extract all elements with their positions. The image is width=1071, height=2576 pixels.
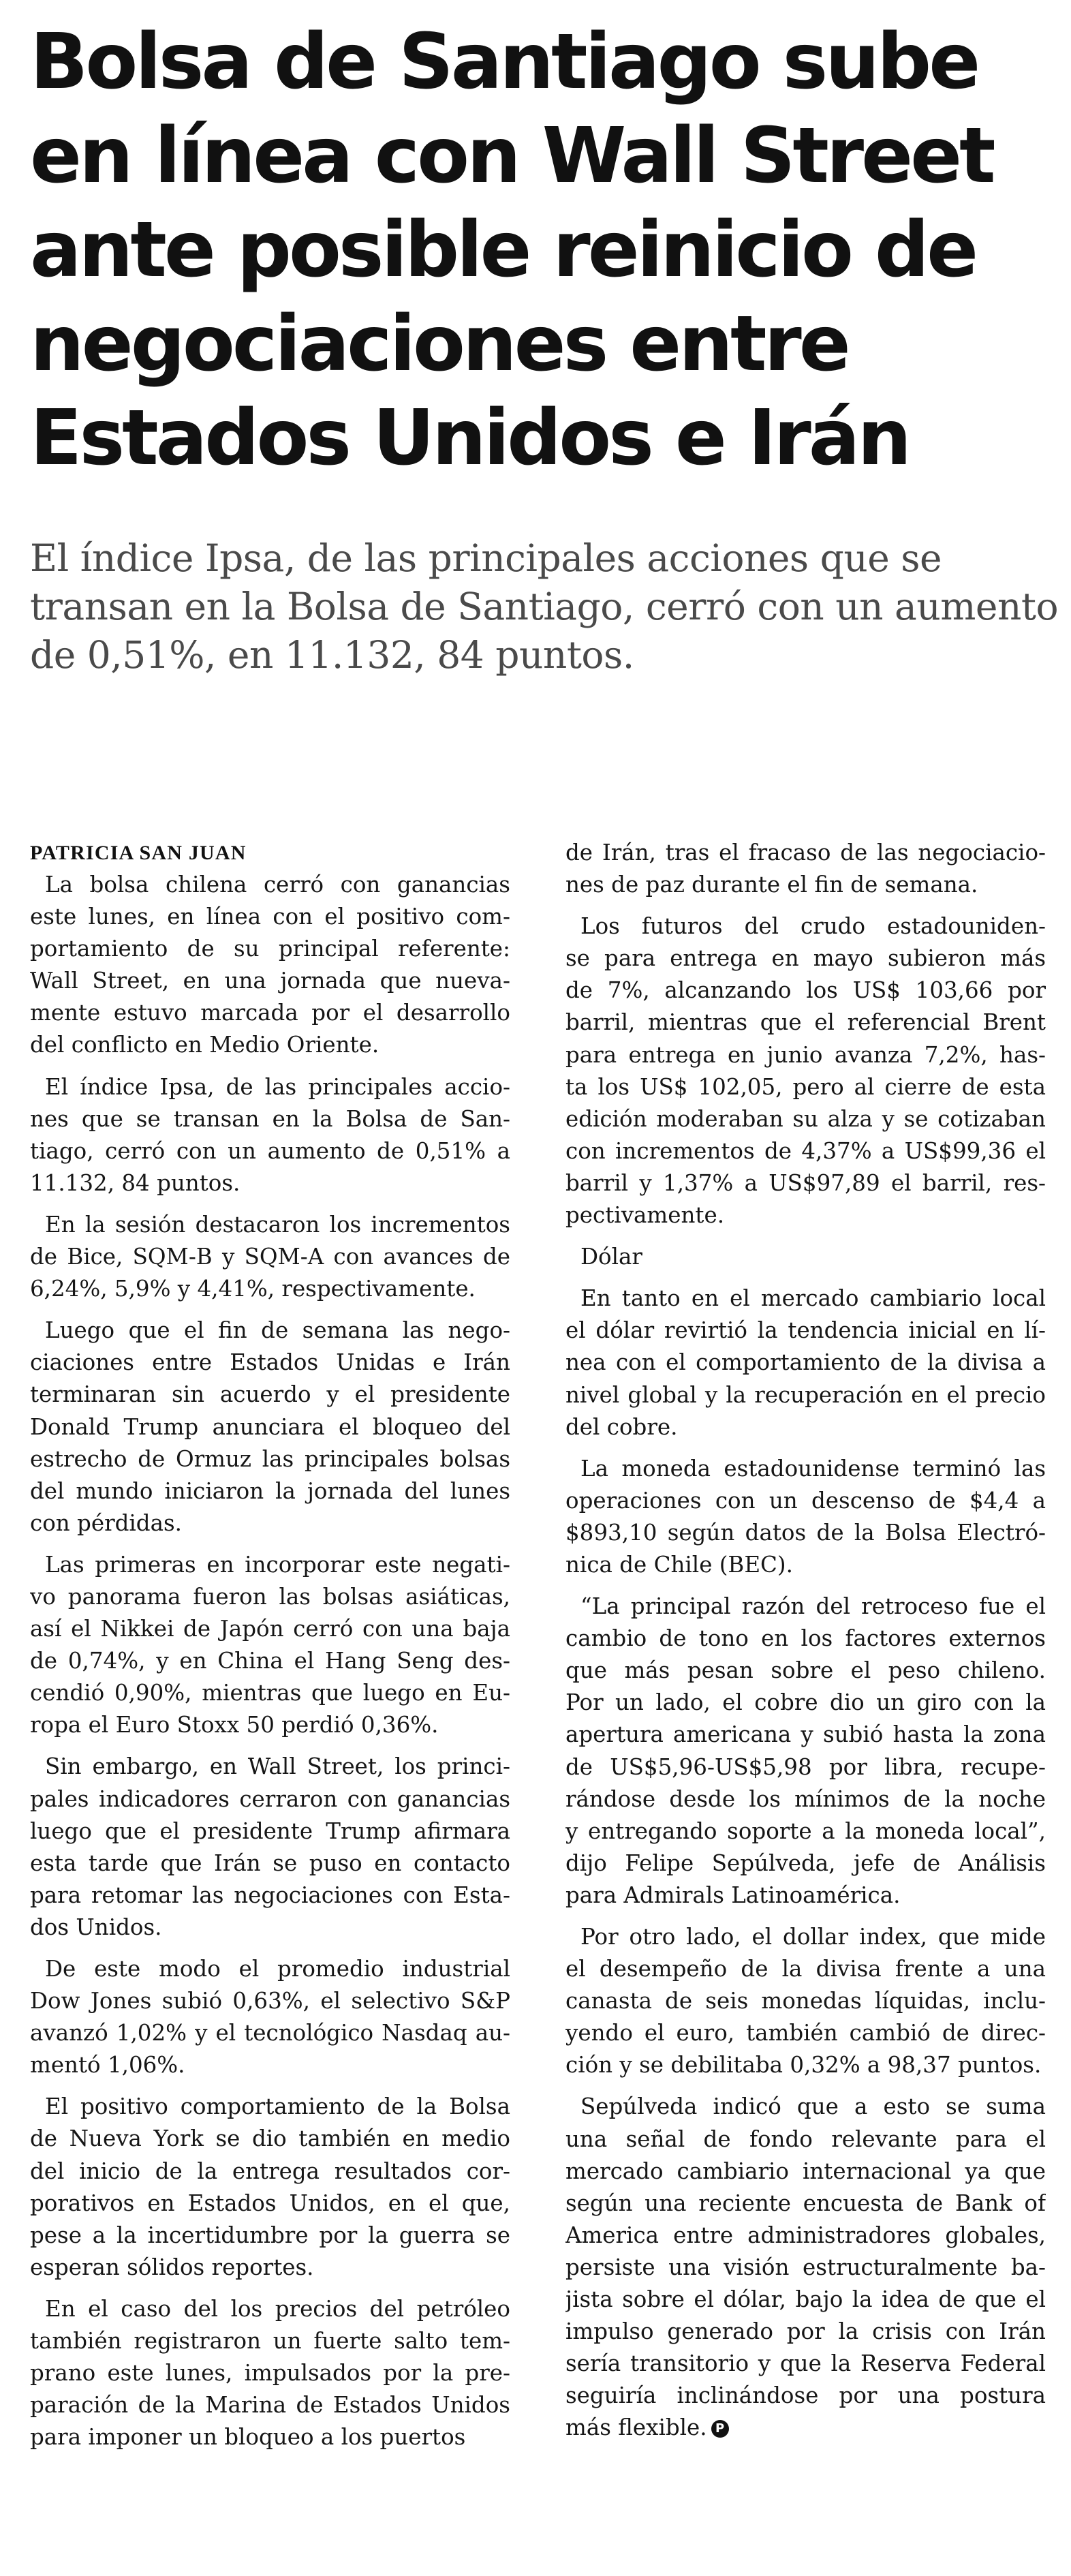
- paragraph-line: se para entrega en mayo subieron más: [565, 945, 1046, 972]
- paragraph-line: avanzó 1,02% y el tecnológico Nasdaq au-: [30, 2020, 510, 2046]
- paragraph-line: Sepúlveda indicó que a esto se suma: [580, 2094, 1046, 2120]
- headline-line: Bolsa de Santiago sube: [30, 18, 978, 106]
- paragraph-line: dos Unidos.: [30, 1914, 162, 1940]
- article-paragraph: [565, 1283, 1046, 1443]
- paragraph-line: apertura americana y subió hasta la zona: [565, 1721, 1046, 1748]
- article-paragraph: [565, 837, 1046, 901]
- paragraph-line: ción y se debilitaba 0,32% a 98,37 puntos.: [565, 2052, 1042, 2079]
- article-paragraph: [30, 1071, 510, 1199]
- paragraph-line: 6,24%, 5,9% y 4,41%, respectivamente.: [30, 1276, 476, 1302]
- paragraph-line: porativos en Estados Unidos, en el que,: [30, 2190, 510, 2216]
- article-paragraph: [30, 869, 510, 1062]
- paragraph-line: y entregando soporte a la moneda local”,: [565, 1818, 1046, 1844]
- paragraph-line: seguiría inclinándose por una postura: [565, 2382, 1046, 2409]
- paragraph-line: esta tarde que Irán se puso en contacto: [30, 1850, 510, 1876]
- paragraph-line: mente estuvo marcada por el desarrollo: [30, 1000, 510, 1026]
- article-paragraph: [565, 1241, 1046, 1273]
- paragraph-line: del inicio de la entrega resultados cor-: [30, 2158, 510, 2184]
- paragraph-line: el desempeño de la divisa frente a una: [565, 1956, 1046, 1982]
- paragraph-line: 11.132, 84 puntos.: [30, 1169, 240, 1196]
- paragraph-line: Sin embargo, en Wall Street, los princi-: [45, 1753, 510, 1780]
- paragraph-line: de 0,74%, y en China el Hang Seng des-: [30, 1648, 510, 1674]
- paragraph-line: portamiento de su principal referente:: [30, 936, 510, 962]
- paragraph-line: El índice Ipsa, de las principales accio-: [45, 1073, 510, 1100]
- paragraph-line: luego que el presidente Trump afirmara: [30, 1818, 510, 1844]
- headline-line: ante posible reinicio de: [30, 206, 976, 294]
- paragraph-line: para Admirals Latinoamérica.: [565, 1882, 901, 1908]
- paragraph-line: ta los US$ 102,05, pero al cierre de esta: [565, 1073, 1046, 1100]
- paragraph-line: Dow Jones subió 0,63%, el selectivo S&P: [30, 1988, 510, 2014]
- paragraph-line: En el caso del los precios del petróleo: [45, 2295, 510, 2322]
- paragraph-line: “La principal razón del retroceso fue el: [580, 1593, 1046, 1620]
- paragraph-line: una señal de fondo relevante para el: [565, 2126, 1046, 2152]
- paragraph-line: paración de la Marina de Estados Unidos: [30, 2392, 510, 2419]
- paragraph-line: de Nueva York se dio también en medio: [30, 2126, 510, 2152]
- paragraph-line: de US$5,96-US$5,98 por libra, recupe-: [565, 1753, 1046, 1780]
- paragraph-line: rándose desde los mínimos de la noche: [565, 1785, 1046, 1812]
- paragraph-line: pales indicadores cerraron con ganancias: [30, 1785, 510, 1812]
- paragraph-line: ropa el Euro Stoxx 50 perdió 0,36%.: [30, 1712, 439, 1738]
- paragraph-line: de Bice, SQM-B y SQM-A con avances de: [30, 1244, 510, 1270]
- paragraph-line: mercado cambiario internacional ya que: [565, 2158, 1046, 2184]
- paragraph-line: pese a la incertidumbre por la guerra se: [30, 2222, 510, 2248]
- paragraph-line: Por otro lado, el dollar index, que mide: [580, 1924, 1046, 1950]
- paragraph-line: persiste una visión estructuralmente ba-: [565, 2254, 1046, 2280]
- paragraph-line: del mundo iniciaron la jornada del lunes: [30, 1477, 510, 1504]
- article-paragraph: [30, 1751, 510, 1944]
- paragraph-line: impulso generado por la crisis con Irán: [565, 2318, 1046, 2345]
- article-paragraph: [30, 1549, 510, 1742]
- paragraph-line: Por un lado, el cobre dio un giro con la: [565, 1689, 1046, 1716]
- paragraph-line: Dólar: [580, 1244, 642, 1270]
- paragraph-line: que más pesan sobre el peso chileno.: [565, 1657, 1046, 1684]
- paragraph-line: también registraron un fuerte salto tem-: [30, 2328, 510, 2355]
- paragraph-line: prano este lunes, impulsados por la pre-: [30, 2360, 510, 2387]
- paragraph-line-text: más flexible.: [565, 2414, 707, 2441]
- article-paragraph: [565, 910, 1046, 1231]
- paragraph-line: para retomar las negociaciones con Esta-: [30, 1882, 510, 1908]
- article-column-right: [565, 837, 1046, 2444]
- paragraph-line: cendió 0,90%, mientras que luego en Eu-: [30, 1680, 510, 1706]
- article-column-left: [30, 837, 510, 2453]
- paragraph-line: En tanto en el mercado cambiario local: [580, 1285, 1046, 1312]
- article-paragraph: [565, 1591, 1046, 1912]
- subtitle-line: de 0,51%, en 11.132, 84 puntos.: [30, 633, 634, 677]
- paragraph-line: En la sesión destacaron los incrementos: [45, 1211, 510, 1238]
- paragraph-line: jista sobre el dólar, bajo la idea de que el: [565, 2286, 1046, 2313]
- paragraph-line: sería transitorio y que la Reserva Federal: [565, 2350, 1046, 2377]
- paragraph-line: esperan sólidos reportes.: [30, 2254, 314, 2280]
- paragraph-line: El positivo comportamiento de la Bolsa: [45, 2094, 510, 2120]
- paragraph-line: nea con el comportamiento de la divisa a: [565, 1349, 1046, 1376]
- paragraph-line: mentó 1,06%.: [30, 2052, 185, 2079]
- paragraph-line: [565, 2412, 1046, 2444]
- paragraph-line: el dólar revirtió la tendencia inicial en lí-: [565, 1317, 1046, 1344]
- headline-line: en línea con Wall Street: [30, 112, 993, 200]
- paragraph-line: pectivamente.: [565, 1202, 725, 1229]
- paragraph-line: para entrega en junio avanza 7,2%, has-: [565, 1041, 1046, 1068]
- paragraph-line: edición moderaban su alza y se cotizaban: [565, 1105, 1046, 1132]
- subtitle-line: El índice Ipsa, de las principales acciones que se: [30, 536, 942, 580]
- paragraph-line: tiago, cerró con un aumento de 0,51% a: [30, 1137, 510, 1164]
- paragraph-line: $893,10 según datos de la Bolsa Electró-: [565, 1519, 1046, 1546]
- paragraph-line: nivel global y la recuperación en el precio: [565, 1381, 1046, 1408]
- paragraph-line: nes que se transan en la Bolsa de San-: [30, 1105, 510, 1132]
- paragraph-line: así el Nikkei de Japón cerró con una baja: [30, 1616, 510, 1642]
- paragraph-line: barril y 1,37% a US$97,89 el barril, res-: [565, 1169, 1046, 1196]
- paragraph-line: para imponer un bloqueo a los puertos: [30, 2424, 466, 2451]
- article-paragraph: [30, 2091, 510, 2284]
- paragraph-line: ciaciones entre Estados Unidas e Irán: [30, 1349, 510, 1376]
- article-end-mark-icon: P: [711, 2420, 729, 2438]
- paragraph-line: de 7%, alcanzando los US$ 103,66 por: [565, 977, 1046, 1004]
- paragraph-line: America entre administradores globales,: [565, 2222, 1046, 2248]
- author-byline: PATRICIA SAN JUAN: [30, 842, 247, 864]
- paragraph-line: canasta de seis monedas líquidas, inclu-: [565, 1988, 1046, 2014]
- paragraph-line: terminaran sin acuerdo y el presidente: [30, 1381, 510, 1408]
- paragraph-line: operaciones con un descenso de $4,4 a: [565, 1487, 1046, 1514]
- paragraph-line: Las primeras en incorporar este negati-: [45, 1551, 510, 1578]
- subtitle-line: transan en la Bolsa de Santiago, cerró con un aumento: [30, 585, 1059, 628]
- paragraph-line: del cobre.: [565, 1413, 678, 1440]
- article-paragraph: [30, 1209, 510, 1305]
- article-paragraph: [30, 1315, 510, 1539]
- paragraph-line: nica de Chile (BEC).: [565, 1551, 793, 1578]
- paragraph-line: Luego que el fin de semana las nego-: [45, 1317, 510, 1344]
- paragraph-line: del conflicto en Medio Oriente.: [30, 1032, 379, 1058]
- paragraph-line: Los futuros del crudo estadouniden-: [580, 913, 1046, 940]
- paragraph-line: nes de paz durante el fin de semana.: [565, 872, 978, 898]
- headline-line: negociaciones entre: [30, 300, 848, 388]
- paragraph-line: vo panorama fueron las bolsas asiáticas,: [30, 1583, 510, 1610]
- paragraph-line: cambio de tono en los factores externos: [565, 1625, 1046, 1652]
- paragraph-line: este lunes, en línea con el positivo com-: [30, 904, 510, 930]
- article-paragraph: [565, 2091, 1046, 2444]
- paragraph-line: Wall Street, en una jornada que nueva-: [30, 968, 510, 994]
- article-headline: [30, 15, 1038, 485]
- paragraph-line: de Irán, tras el fracaso de las negociacio-: [565, 840, 1046, 865]
- article-paragraph: [30, 2293, 510, 2453]
- paragraph-line: La bolsa chilena cerró con ganancias: [45, 872, 510, 898]
- paragraph-line: con pérdidas.: [30, 1509, 182, 1536]
- paragraph-line: De este modo el promedio industrial: [45, 1956, 510, 1982]
- paragraph-line: barril, mientras que el referencial Brent: [565, 1009, 1046, 1036]
- paragraph-line: Donald Trump anunciara el bloqueo del: [30, 1413, 510, 1440]
- headline-line: Estados Unidos e Irán: [30, 394, 910, 482]
- paragraph-line: estrecho de Ormuz las principales bolsas: [30, 1445, 510, 1472]
- paragraph-line: dijo Felipe Sepúlveda, jefe de Análisis: [565, 1850, 1046, 1876]
- article-paragraph: [565, 1921, 1046, 2081]
- article-paragraph: [30, 1953, 510, 2081]
- article-subtitle: [30, 534, 1059, 679]
- paragraph-line: La moneda estadounidense terminó las: [580, 1455, 1046, 1482]
- article-paragraph: [565, 1453, 1046, 1581]
- paragraph-line: yendo el euro, también cambió de direc-: [565, 2020, 1046, 2046]
- paragraph-line: según una reciente encuesta de Bank of: [565, 2190, 1046, 2216]
- paragraph-line: con incrementos de 4,37% a US$99,36 el: [565, 1137, 1046, 1164]
